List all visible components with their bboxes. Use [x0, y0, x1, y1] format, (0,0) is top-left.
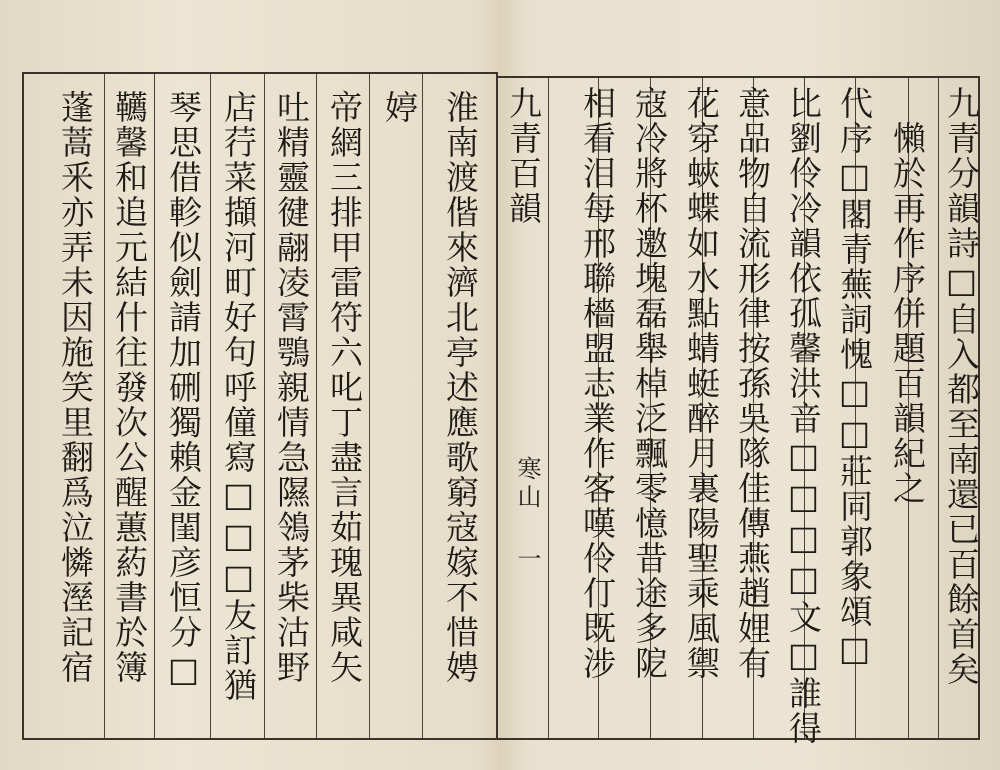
text-column-l2: 婷 — [380, 90, 419, 125]
text-column-l8: 蓬蒿釆亦弄未因施笑里翻爲泣憐溼記宿 — [56, 90, 95, 685]
text-column-l1: 淮南渡偕來濟北亭述應歌窮寇嫁不惜娉 — [441, 90, 480, 685]
section-title-column: 九青百韻 — [504, 86, 543, 226]
text-column-l7: 韉馨和追元結什往發次公醒蕙葯書於簿 — [110, 90, 149, 685]
text-column-r5: 意品物自流形律按孫吳隊佳傳燕趙娌有 — [733, 86, 772, 681]
text-column-l5: 店荇菜擷河町好句呼僮寫□□□友訂猶 — [219, 90, 258, 703]
block-center-title: 寒山 — [513, 456, 541, 512]
text-column-r8: 相看泪每邢聯檣盟志業作客嘆伶仃既涉 — [578, 86, 617, 681]
right-half-leaf-frame — [496, 76, 981, 746]
text-column-r3: 代序□閣青蕪詞愧□□莊同郭象頌□ — [835, 86, 874, 670]
text-column-l6: 琴思借軫似劍請加硎獨賴金閨彦恒分□ — [164, 90, 203, 691]
block-center-page-number: 一 — [513, 546, 541, 572]
text-column-r1: 九青分韻詩□自入都至南還已百餘首矣 — [942, 86, 981, 687]
text-column-l3: 帝網三排甲雷符六叱丁盡言茹瑰異咸矢 — [325, 90, 364, 685]
text-column-r2: 懶於再作序併題百韻紀之 — [888, 86, 927, 506]
left-half-leaf-frame — [22, 72, 498, 740]
text-column-r6: 花穿蛺蝶如水點蜻蜓醉月裏陽聖乘風禦 — [682, 86, 721, 681]
text-column-r4: 比劉伶冷韻依孤馨洪音□□□□文□誰得 — [784, 86, 823, 746]
text-column-l4: 吐精靈徤翮凌霄鶚親情急隰鴒茅柴沽野 — [272, 90, 311, 685]
text-column-r7: 寇冷將杯邀塊磊舉棹泛飄零憶昔途多阸 — [630, 86, 669, 681]
